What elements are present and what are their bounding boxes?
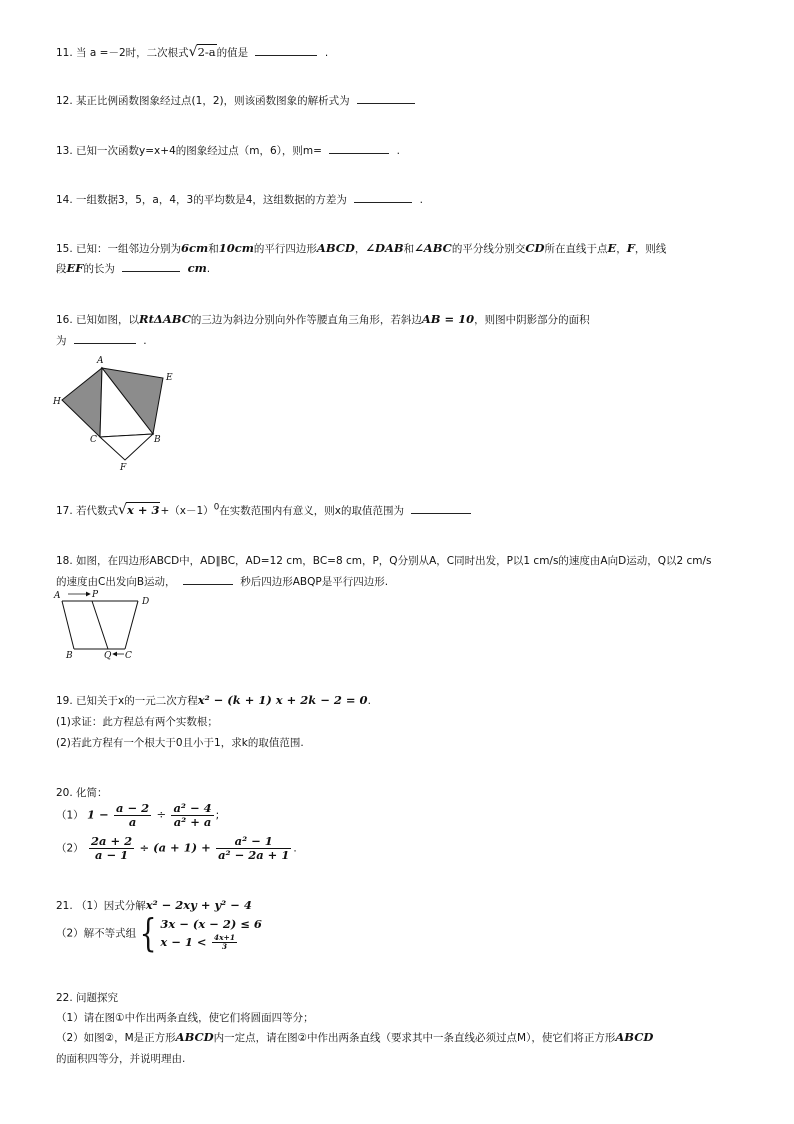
q22-number: 22. xyxy=(56,992,73,1004)
q20-part-label: （2） xyxy=(56,842,84,855)
q22-part2-line2: 的面积四等分，并说明理由. xyxy=(56,1053,186,1065)
question-19 xyxy=(56,693,371,708)
q15-math: 6cm xyxy=(181,241,209,255)
q20-end: . xyxy=(293,842,297,855)
numerator: 4x+1 xyxy=(213,933,236,942)
q22-text: （2）如图②，M是正方形 xyxy=(56,1032,176,1044)
q15-math: ∠ABC xyxy=(414,241,452,255)
denominator: 3 xyxy=(221,942,228,951)
q19-equation: x² − (k + 1) x + 2k − 2 = 0 xyxy=(197,693,368,707)
q22-title: 问题探究 xyxy=(76,992,119,1004)
q22-part1: （1）请在图①中作出两条直线，使它们将圆面四等分； xyxy=(56,1012,314,1024)
q17-radicand: x + 3 xyxy=(126,503,160,517)
numerator: a − 2 xyxy=(116,801,150,815)
q17-text: 若代数式 xyxy=(76,505,119,517)
q16-text: 的三边为斜边分别向外作等腰直角三角形，若斜边 xyxy=(190,314,422,326)
q15-text: ，则线 xyxy=(634,243,667,255)
q13-end: . xyxy=(396,145,400,157)
denominator: a − 1 xyxy=(95,848,129,862)
q15-text: 和 xyxy=(403,243,415,255)
q16-math: RtΔABC xyxy=(139,312,191,326)
figure-label: C xyxy=(125,651,132,661)
q15-text: 所在直线于点 xyxy=(544,243,608,255)
inequality-2 xyxy=(160,933,262,952)
question-22 xyxy=(56,990,118,1005)
figure-label: F xyxy=(120,463,127,473)
q13-number: 13. xyxy=(56,145,73,157)
denominator: a xyxy=(128,815,137,829)
q20-number: 20. xyxy=(56,787,73,799)
q15-unit: cm xyxy=(187,261,207,275)
q15-text: 和 xyxy=(208,243,219,255)
q22-math: ABCD xyxy=(175,1030,214,1044)
q15-math: CD xyxy=(525,241,545,255)
q18-text: 如图，在四边形ABCD中，AD∥BC，AD=12 cm，BC=8 cm，P，Q分别从A，C同时出发，P以1 cm/s的速度由A向D运动，Q以2 cm/s xyxy=(76,555,712,567)
q17-text: 在实数范围内有意义，则x的取值范围为 xyxy=(219,505,404,517)
question-15-line2 xyxy=(56,261,210,276)
q14-end: . xyxy=(419,194,423,206)
q15-text: 段 xyxy=(56,263,67,275)
q15-text: 的平分线分别交 xyxy=(451,243,526,255)
figure-label: Q xyxy=(104,651,112,661)
q15-number: 15. xyxy=(56,243,73,255)
shaded-triangle-ACH xyxy=(62,368,102,437)
inequality-system xyxy=(160,915,262,952)
q19-part1: (1)求证：此方程总有两个实数根； xyxy=(56,716,218,728)
q16-end: . xyxy=(143,335,147,347)
q14-text: 一组数据3，5，a，4，3的平均数是4，这组数据的方差为 xyxy=(76,194,347,206)
q11-answer-blank[interactable] xyxy=(255,45,317,56)
q15-math: F xyxy=(626,241,635,255)
q19-number: 19. xyxy=(56,695,73,707)
q14-number: 14. xyxy=(56,194,73,206)
q16-number: 16. xyxy=(56,314,73,326)
q17-exponent: 0 xyxy=(213,502,220,513)
figure-label: B xyxy=(154,435,161,445)
figure-label: B xyxy=(66,651,73,661)
figure-label: P xyxy=(92,590,99,600)
figure-label: A xyxy=(97,356,104,366)
q21-math: x − 1 < xyxy=(160,934,207,949)
q11-text-pre: 当 a =－2时，二次根式 xyxy=(76,47,189,59)
triangle-BCF xyxy=(100,434,153,460)
left-brace-icon: { xyxy=(139,911,157,955)
fraction xyxy=(216,835,291,862)
fraction xyxy=(114,802,151,829)
q15-text: 的平行四边形 xyxy=(253,243,317,255)
question-15 xyxy=(56,241,666,256)
q22-math: ABCD xyxy=(615,1030,654,1044)
q20-part1 xyxy=(56,802,219,829)
q21-part-label: （1）因式分解 xyxy=(76,900,146,912)
fraction xyxy=(171,802,213,829)
q11-radicand: 2-a xyxy=(197,45,216,59)
q11-end: . xyxy=(324,47,329,59)
q17-text: +（x－1） xyxy=(160,505,214,517)
figure-label: C xyxy=(90,435,97,445)
q22-part2 xyxy=(56,1030,653,1045)
q18-text: 的速度由C出发向B运动， xyxy=(56,576,176,588)
q11-text-post: 的值是 xyxy=(216,47,249,59)
q20-end: ; xyxy=(215,809,220,822)
question-20 xyxy=(56,785,108,800)
q15-answer-blank[interactable] xyxy=(122,261,180,272)
question-16-line2 xyxy=(56,333,147,348)
question-11 xyxy=(56,44,328,60)
q16-figure xyxy=(50,350,180,475)
question-16 xyxy=(56,312,590,327)
figure-label: D xyxy=(142,597,150,607)
q18-answer-blank[interactable] xyxy=(183,574,233,585)
q22-text: 内一定点，请在图②中作出两条直线（要求其中一条直线必须过点M），使它们将正方形 xyxy=(213,1032,616,1044)
q20-part-label: （1） xyxy=(56,809,84,822)
radical-sign-icon: √ xyxy=(188,44,198,60)
q21-number: 21. xyxy=(56,900,73,912)
question-13 xyxy=(56,143,400,158)
q15-text: 的长为 xyxy=(83,263,115,275)
q15-text: ， xyxy=(616,243,627,255)
q15-math: EF xyxy=(66,261,84,275)
inequality-1: 3x − (x − 2) ≤ 6 xyxy=(160,916,262,931)
q21-expression: x² − 2xy + y² − 4 xyxy=(145,898,252,912)
figure-label: H xyxy=(53,397,61,407)
q19-end: . xyxy=(367,695,371,707)
q20-math: ÷ (a + 1) + xyxy=(139,840,211,855)
q20-math: 1 − xyxy=(87,807,109,822)
figure-label: A xyxy=(54,591,61,601)
numerator: 2a + 2 xyxy=(91,834,133,848)
question-14 xyxy=(56,192,423,207)
numerator: a² − 4 xyxy=(173,801,212,815)
q19-part2: (2)若此方程有一个根大于0且小于1，求k的取值范围. xyxy=(56,737,304,749)
q18-number: 18. xyxy=(56,555,73,567)
q18-text: 秒后四边形ABQP是平行四边形. xyxy=(240,576,389,588)
divide-sign: ÷ xyxy=(156,807,167,822)
fraction xyxy=(89,835,134,862)
q19-text: 已知关于x的一元二次方程 xyxy=(76,695,198,707)
q15-math: ABCD xyxy=(316,241,355,255)
side-DC xyxy=(125,601,138,649)
q15-text: ， xyxy=(354,243,366,255)
segment-PQ xyxy=(92,601,108,649)
side-AB xyxy=(62,601,74,649)
q12-number: 12. xyxy=(56,95,73,107)
question-12 xyxy=(56,93,419,108)
q18-figure xyxy=(52,586,162,664)
q21-part-label: （2）解不等式组 xyxy=(56,927,137,940)
question-17 xyxy=(56,502,475,518)
q17-number: 17. xyxy=(56,505,73,517)
question-18 xyxy=(56,553,712,568)
q21-part2 xyxy=(56,911,262,955)
q16-math: AB = 10 xyxy=(421,312,475,326)
q15-math: ∠DAB xyxy=(365,241,404,255)
q17-answer-blank[interactable] xyxy=(411,503,471,514)
q13-answer-blank[interactable] xyxy=(329,143,389,154)
q12-answer-blank[interactable] xyxy=(357,93,415,104)
denominator: a² + a xyxy=(173,815,212,829)
q13-text: 已知一次函数y=x+4的图象经过点（m，6），则m= xyxy=(76,145,322,157)
q15-end: . xyxy=(206,263,211,275)
numerator: a² − 1 xyxy=(216,835,291,849)
figure-label: E xyxy=(166,373,173,383)
fraction xyxy=(212,934,237,951)
q15-math: 10cm xyxy=(218,241,254,255)
q16-answer-blank[interactable] xyxy=(74,333,136,344)
q15-math: E xyxy=(607,241,617,255)
q16-text: 已知如图，以 xyxy=(76,314,140,326)
q14-answer-blank[interactable] xyxy=(354,192,412,203)
q16-text: 为 xyxy=(56,335,67,347)
q16-text: ，则图中阴影部分的面积 xyxy=(474,314,590,326)
q15-text: 已知：一组邻边分别为 xyxy=(76,243,182,255)
q11-number: 11. xyxy=(56,47,73,59)
q20-title: 化简： xyxy=(76,787,108,799)
q20-part2 xyxy=(56,835,297,862)
q12-text: 某正比例函数图象经过点(1，2)，则该函数图象的解析式为 xyxy=(76,95,350,107)
denominator: a² − 2a + 1 xyxy=(218,848,290,862)
radical-sign-icon: √ xyxy=(118,502,127,518)
